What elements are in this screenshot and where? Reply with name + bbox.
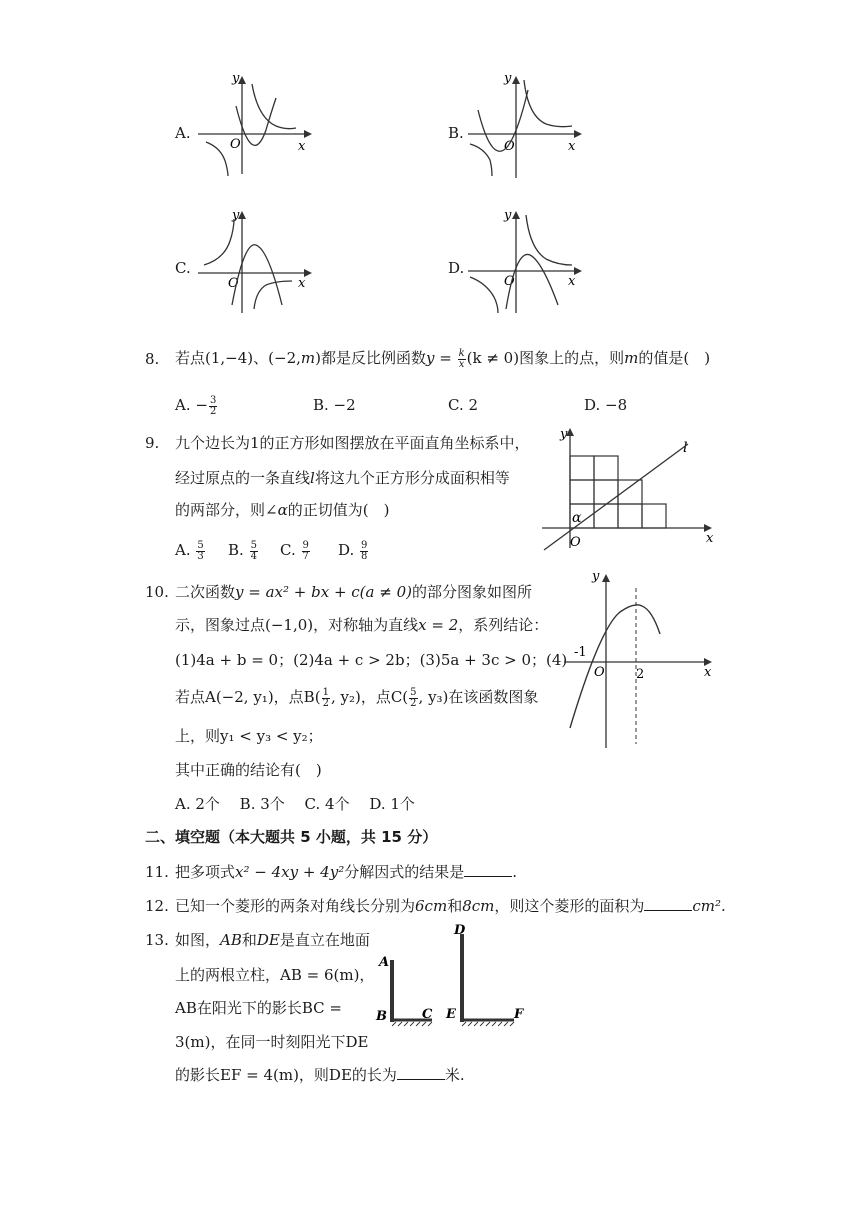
question-number: 9. xyxy=(145,434,160,452)
q9-figure xyxy=(540,424,720,554)
section-heading: 二、填空题（本大题共 5 小题，共 15 分） xyxy=(145,828,438,846)
option-b-label: B. xyxy=(448,124,464,142)
question-stem: 已知一个菱形的两条对角线长分别为6cm和8cm，则这个菱形的面积为 cm². xyxy=(175,897,726,915)
svg-text:x: x xyxy=(706,531,714,546)
question-stem: 若点(1,−4)、(−2,m)都是反比例函数y = $\frac{k}{x}$ (k ≠ 0)图象上的点，则m的值是( ) xyxy=(175,347,711,370)
option-a[interactable]: A. $\frac{5}{3}$ xyxy=(175,539,204,562)
svg-text:y: y xyxy=(560,427,568,442)
question-stem: 把多项式x² − 4xy + 4y²分解因式的结果是 . xyxy=(175,863,518,881)
svg-text:x: x xyxy=(298,276,306,291)
question-options[interactable]: A. 2个 B. 3个 C. 4个 D. 1个 xyxy=(175,795,415,813)
q10-figure xyxy=(560,568,720,748)
option-c[interactable]: C. $\frac{9}{7}$ xyxy=(280,539,309,562)
svg-text:D: D xyxy=(454,923,466,938)
question-line: 上，则y₁ < y₃ < y₂； xyxy=(175,727,323,745)
answer-blank[interactable] xyxy=(464,862,512,877)
q7-graph-d xyxy=(466,205,586,315)
question-line: 九个边长为1的正方形如图摆放在平面直角坐标系中， xyxy=(175,434,530,452)
question-line: 若点A(−2, y₁)，点B( $\frac{1}{2}$ , y₂)，点C( $\frac{5}{2}$ , y₃)在该函数图象 xyxy=(175,686,539,709)
question-number: 12. xyxy=(145,897,169,915)
svg-text:2: 2 xyxy=(636,667,645,682)
svg-text:y: y xyxy=(504,71,512,86)
svg-text:B: B xyxy=(376,1009,387,1024)
svg-text:F: F xyxy=(514,1007,524,1022)
option-d[interactable]: D. $\frac{9}{8}$ xyxy=(338,539,368,562)
option-c-label: C. xyxy=(175,259,191,277)
svg-text:α: α xyxy=(572,510,582,526)
question-number: 13. xyxy=(145,931,169,949)
question-line: (1)4a + b = 0；(2)4a + c > 2b；(3)5a + 3c > 0；(4) xyxy=(175,651,568,669)
svg-text:A: A xyxy=(379,955,390,970)
question-line: 如图，AB和DE是直立在地面 xyxy=(175,931,370,949)
option-d[interactable]: D. −8 xyxy=(584,396,628,414)
svg-text:O: O xyxy=(570,535,581,550)
option-d-label: D. xyxy=(448,259,465,277)
question-line: 的两部分，则∠α的正切值为( ) xyxy=(175,501,390,519)
svg-text:O: O xyxy=(230,137,241,152)
q7-graph-b xyxy=(466,70,586,180)
question-number: 10. xyxy=(145,583,169,601)
option-a[interactable]: A. − $\frac{3}{2}$ xyxy=(175,394,217,417)
svg-text:x: x xyxy=(298,139,306,154)
option-b[interactable]: B. $\frac{5}{4}$ xyxy=(228,539,257,562)
question-line: 其中正确的结论有( ) xyxy=(175,761,322,779)
svg-text:C: C xyxy=(422,1007,433,1022)
question-line: 3(m)，在同一时刻阳光下DE xyxy=(175,1033,369,1051)
svg-text:l: l xyxy=(683,440,688,456)
q13-figure xyxy=(374,920,534,1030)
svg-text:y: y xyxy=(232,208,240,223)
svg-text:-1: -1 xyxy=(574,645,587,660)
question-line: 上的两根立柱，AB = 6(m)， xyxy=(175,966,375,984)
question-line: AB在阳光下的影长BC = xyxy=(175,999,342,1017)
question-line: 示，图象过点(−1,0)，对称轴为直线x = 2，系列结论： xyxy=(175,616,549,634)
q7-graph-c xyxy=(196,205,316,315)
svg-text:x: x xyxy=(568,274,576,289)
question-line: 的影长EF = 4(m)，则DE的长为 米. xyxy=(175,1066,465,1084)
svg-text:x: x xyxy=(568,139,576,154)
svg-text:y: y xyxy=(592,569,600,584)
option-b[interactable]: B. −2 xyxy=(313,396,356,414)
svg-text:O: O xyxy=(504,274,515,289)
question-number: 8. xyxy=(145,350,160,368)
q7-graph-a xyxy=(196,70,316,180)
svg-text:O: O xyxy=(228,276,239,291)
question-line: 二次函数y = ax² + bx + c(a ≠ 0)的部分图象如图所 xyxy=(175,583,532,601)
svg-text:O: O xyxy=(594,665,605,680)
svg-text:E: E xyxy=(446,1007,456,1022)
option-c[interactable]: C. 2 xyxy=(448,396,479,414)
answer-blank[interactable] xyxy=(397,1065,445,1080)
svg-text:y: y xyxy=(504,208,512,223)
svg-text:x: x xyxy=(704,665,712,680)
answer-blank[interactable] xyxy=(644,896,692,911)
question-line: 经过原点的一条直线l将这九个正方形分成面积相等 xyxy=(175,469,510,487)
question-number: 11. xyxy=(145,863,169,881)
option-a-label: A. xyxy=(175,124,191,142)
svg-text:y: y xyxy=(232,71,240,86)
svg-text:O: O xyxy=(504,139,515,154)
